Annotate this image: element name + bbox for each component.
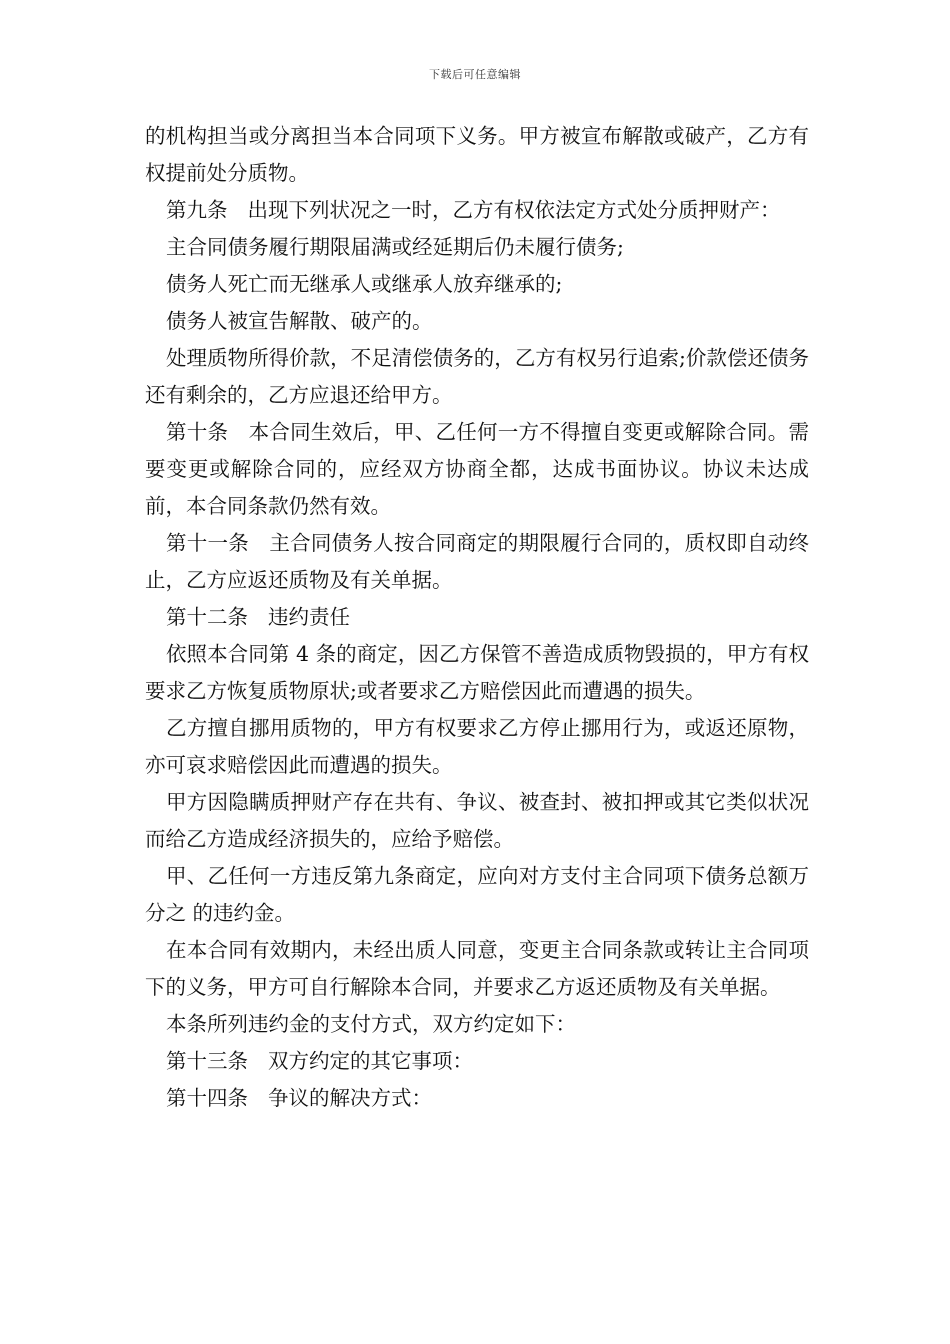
paragraph-text: 违约责任	[268, 605, 350, 629]
paragraph-text: 债务人被宣告解散、破产的。	[166, 309, 433, 333]
paragraph-text: 甲方因隐瞒质押财产存在共有、争议、被查封、被扣押或其它类似状况而给乙方造成经济损失的，应给予赔偿。	[145, 790, 809, 851]
list-item	[145, 266, 809, 303]
article-12	[145, 599, 809, 636]
article-10	[145, 414, 809, 525]
list-item	[145, 229, 809, 266]
paragraph	[145, 784, 809, 858]
paragraph	[145, 858, 809, 932]
paragraph	[145, 932, 809, 1006]
paragraph	[145, 1006, 809, 1043]
paragraph-text: 双方约定的其它事项：	[268, 1049, 473, 1073]
paragraph-text: 本合同生效后，甲、乙任何一方不得擅自变更或解除合同。需要变更或解除合同的，应经双方协商全都，达成书面协议。协议未达成前，本合同条款仍然有效。	[145, 420, 810, 518]
article-14	[145, 1080, 809, 1117]
page-header: 下载后可任意编辑	[429, 68, 521, 81]
paragraph-text: 主合同债务履行期限届满或经延期后仍未履行债务;	[166, 235, 624, 259]
paragraph-continuation	[145, 118, 809, 192]
article-13	[145, 1043, 809, 1080]
paragraph	[145, 636, 809, 710]
paragraph	[145, 340, 809, 414]
paragraph-text: 的机构担当或分离担当本合同项下义务。甲方被宣布解散或破产，乙方有权提前处分质物。	[145, 124, 809, 185]
article-9	[145, 192, 809, 229]
article-title: 第十四条	[166, 1086, 248, 1110]
paragraph-text: 出现下列状况之一时，乙方有权依法定方式处分质押财产：	[247, 198, 781, 222]
article-title: 第十二条	[166, 605, 248, 629]
article-title: 第十一条	[166, 531, 250, 555]
paragraph-text: 甲、乙任何一方违反第九条商定，应向对方支付主合同项下债务总额万分之 的违约金。	[145, 864, 809, 925]
paragraph-text: 主合同债务人按合同商定的期限履行合同的，质权即自动终止，乙方应返还质物及有关单据。	[145, 531, 810, 592]
paragraph-text: 本条所列违约金的支付方式，双方约定如下：	[166, 1012, 576, 1036]
paragraph-text: 处理质物所得价款，不足清偿债务的，乙方有权另行追索;价款偿还债务还有剩余的，乙方应退还给甲方。	[145, 346, 809, 407]
article-title: 第十条	[166, 420, 229, 444]
paragraph	[145, 710, 809, 784]
paragraph-text: 债务人死亡而无继承人或继承人放弃继承的;	[166, 272, 563, 296]
article-title: 第九条	[166, 198, 228, 222]
paragraph-text: 依照本合同第 4 条的商定，因乙方保管不善造成质物毁损的，甲方有权要求乙方恢复质物原状;或者要求乙方赔偿因此而遭遇的损失。	[145, 642, 809, 703]
document-body	[145, 118, 809, 1117]
paragraph-text: 争议的解决方式：	[268, 1086, 432, 1110]
list-item	[145, 303, 809, 340]
paragraph-text: 乙方擅自挪用质物的，甲方有权要求乙方停止挪用行为，或返还原物，亦可哀求赔偿因此而遭遇的损失。	[145, 716, 809, 777]
paragraph-text: 在本合同有效期内，未经出质人同意，变更主合同条款或转让主合同项下的义务，甲方可自行解除本合同，并要求乙方返还质物及有关单据。	[145, 938, 809, 999]
article-11	[145, 525, 809, 599]
article-title: 第十三条	[166, 1049, 248, 1073]
